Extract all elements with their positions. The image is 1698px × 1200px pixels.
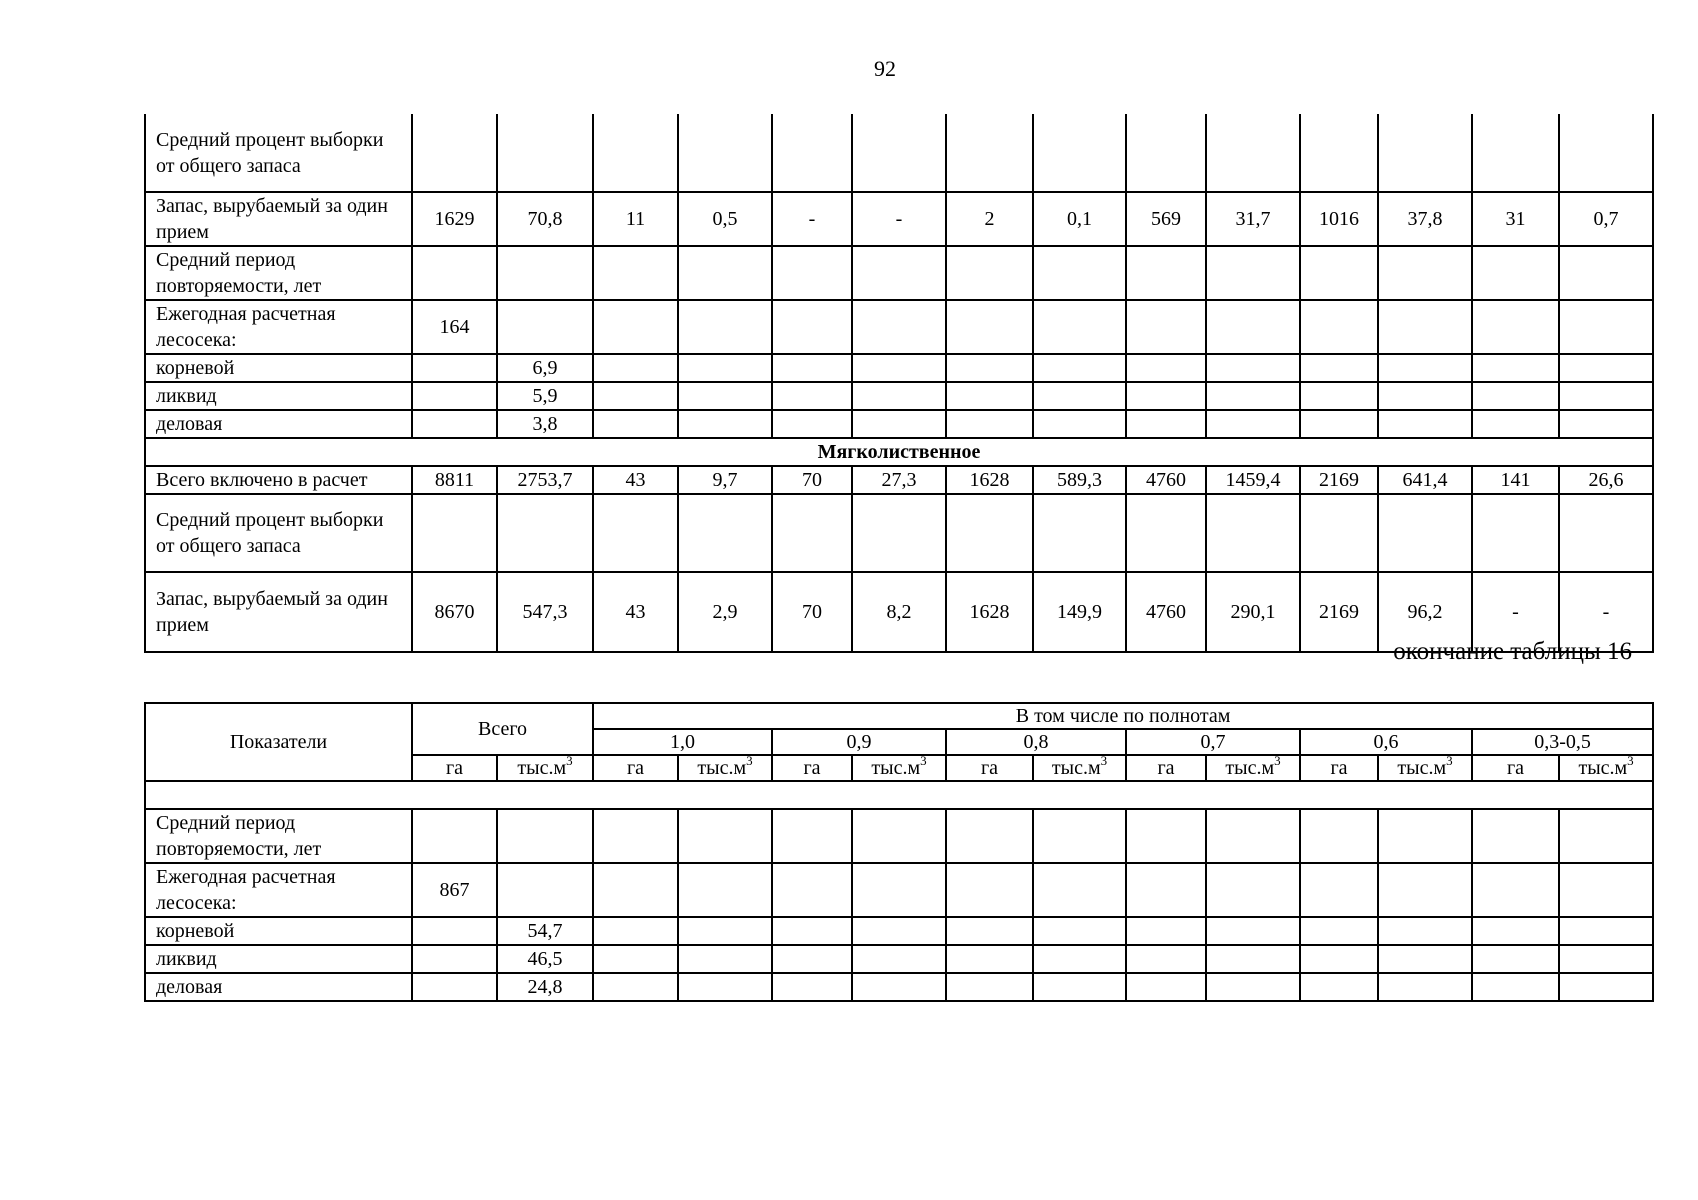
table-cell (678, 973, 772, 1001)
table-cell: 2169 (1300, 466, 1378, 494)
table-cell: 24,8 (497, 973, 593, 1001)
table-row (145, 917, 1653, 945)
table-row (145, 300, 1653, 354)
table-cell (1206, 114, 1300, 192)
table-cell (772, 945, 852, 973)
table-cell (1378, 494, 1472, 572)
table-cell (946, 494, 1033, 572)
blank-row (145, 781, 1653, 809)
row-label: Средний процент выборки от общего запаса (145, 114, 412, 192)
table-cell: 2169 (1300, 572, 1378, 652)
table-cell: 4760 (1126, 466, 1206, 494)
table-cell (1033, 917, 1126, 945)
table-cell (772, 494, 852, 572)
table-cell: 31 (1472, 192, 1559, 246)
table-cell (593, 809, 678, 863)
table-cell (1033, 410, 1126, 438)
table-end (144, 702, 1654, 1002)
unit-volume-exponent: 3 (746, 755, 753, 768)
table-cell (1126, 382, 1206, 410)
unit-volume-text: тыс.м (1051, 757, 1101, 779)
table-cell: 43 (593, 466, 678, 494)
table-cell (852, 809, 946, 863)
table-row (145, 410, 1653, 438)
table-cell: 1459,4 (1206, 466, 1300, 494)
table-cell (1126, 973, 1206, 1001)
table-cell (412, 945, 497, 973)
table-cell (1378, 945, 1472, 973)
table-cell (678, 809, 772, 863)
unit-volume-text: тыс.м (517, 757, 567, 779)
table-cell: 27,3 (852, 466, 946, 494)
row-label: Ежегодная расчетная лесосека: (145, 300, 412, 354)
table-cell (497, 114, 593, 192)
table-cell: 290,1 (1206, 572, 1300, 652)
table-cell (772, 863, 852, 917)
table-cell (1206, 973, 1300, 1001)
row-label: корневой (145, 354, 412, 382)
header-density: 0,9 (772, 729, 946, 755)
table-cell (1472, 917, 1559, 945)
row-label: Ежегодная расчетная лесосека: (145, 863, 412, 917)
table-cell (852, 973, 946, 1001)
table-cell (1559, 410, 1653, 438)
unit-volume-text: тыс.м (871, 757, 921, 779)
table-cell (946, 114, 1033, 192)
table-cell (772, 246, 852, 300)
table-cell (1472, 300, 1559, 354)
row-label: Средний процент выборки от общего запаса (145, 494, 412, 572)
table-cell (1033, 382, 1126, 410)
table-cell (1126, 809, 1206, 863)
row-label: Средний период повторяемости, лет (145, 246, 412, 300)
table-cell: 569 (1126, 192, 1206, 246)
table-row (145, 382, 1653, 410)
unit-volume (1559, 755, 1653, 781)
table-cell: 26,6 (1559, 466, 1653, 494)
table-cell (1300, 917, 1378, 945)
table-cell (593, 354, 678, 382)
table-cell (593, 114, 678, 192)
table-cell (852, 354, 946, 382)
table-cell (1206, 809, 1300, 863)
table-cell: 589,3 (1033, 466, 1126, 494)
unit-volume (1033, 755, 1126, 781)
table-cell (1300, 863, 1378, 917)
table-cell (1126, 494, 1206, 572)
table-cell (852, 300, 946, 354)
table-cell: - (1559, 572, 1653, 652)
table-row (145, 945, 1653, 973)
table-row (145, 863, 1653, 917)
table-row (145, 494, 1653, 572)
table-cell (1472, 246, 1559, 300)
table-cell (946, 354, 1033, 382)
unit-volume (497, 755, 593, 781)
header-density: 0,6 (1300, 729, 1472, 755)
table-cell (772, 809, 852, 863)
table-cell: 4760 (1126, 572, 1206, 652)
table-cell (593, 973, 678, 1001)
table-cell (1033, 354, 1126, 382)
table-cell: 164 (412, 300, 497, 354)
table-cell (412, 973, 497, 1001)
table-cell: 149,9 (1033, 572, 1126, 652)
table-cell (1378, 410, 1472, 438)
header-row-1 (145, 703, 1653, 729)
table-row (145, 114, 1653, 192)
table-cell: 0,7 (1559, 192, 1653, 246)
header-density: 0,3-0,5 (1472, 729, 1653, 755)
table-row (145, 246, 1653, 300)
table-cell (593, 246, 678, 300)
table-cell (852, 382, 946, 410)
unit-ha: га (772, 755, 852, 781)
unit-volume-text: тыс.м (1225, 757, 1275, 779)
table-cell (1472, 809, 1559, 863)
table-cell (1378, 382, 1472, 410)
table-cell (1559, 917, 1653, 945)
table-cell (1206, 300, 1300, 354)
table-cell (946, 945, 1033, 973)
table-cell (1206, 863, 1300, 917)
unit-volume-exponent: 3 (1274, 755, 1281, 768)
table-cell (1033, 945, 1126, 973)
unit-ha: га (946, 755, 1033, 781)
table-cell (946, 973, 1033, 1001)
table-cell (593, 945, 678, 973)
table-cell (678, 114, 772, 192)
table-cell (1300, 114, 1378, 192)
unit-volume (852, 755, 946, 781)
table-cell (1033, 300, 1126, 354)
table-caption: окончание таблицы 16 (1393, 638, 1632, 665)
table-cell (772, 300, 852, 354)
row-label: Запас, вырубаемый за один прием (145, 572, 412, 652)
row-label: деловая (145, 410, 412, 438)
table-cell (412, 382, 497, 410)
table-cell (1300, 382, 1378, 410)
table-cell (1378, 809, 1472, 863)
table-cell (1206, 917, 1300, 945)
table-cell (1126, 917, 1206, 945)
table-cell (593, 494, 678, 572)
table-cell (1378, 246, 1472, 300)
table-cell (1472, 945, 1559, 973)
table-cell (497, 863, 593, 917)
table-cell (1033, 246, 1126, 300)
table-cell (1472, 114, 1559, 192)
table-cell: 0,5 (678, 192, 772, 246)
table-cell (772, 917, 852, 945)
table-cell (1559, 494, 1653, 572)
table-cell (1300, 300, 1378, 354)
page-number: 92 (874, 56, 896, 81)
table-cell (678, 863, 772, 917)
unit-volume (1378, 755, 1472, 781)
table-cell: 37,8 (1378, 192, 1472, 246)
table-cell (593, 917, 678, 945)
table-cell (1033, 494, 1126, 572)
table-cell (1126, 945, 1206, 973)
table-cell (678, 494, 772, 572)
table-row (145, 354, 1653, 382)
unit-ha: га (1126, 755, 1206, 781)
table-end-body (145, 809, 1653, 1001)
unit-volume-exponent: 3 (1446, 755, 1453, 768)
table-cell (1559, 973, 1653, 1001)
table-cell (772, 114, 852, 192)
table-cell (852, 917, 946, 945)
table-cell (1126, 863, 1206, 917)
table-top-section-body (145, 466, 1653, 652)
table-cell: - (772, 192, 852, 246)
table-cell (1378, 917, 1472, 945)
table-cell (1033, 973, 1126, 1001)
table-cell (1472, 354, 1559, 382)
table-cell: 70 (772, 572, 852, 652)
table-cell: 43 (593, 572, 678, 652)
table-cell (1300, 945, 1378, 973)
unit-volume-exponent: 3 (566, 755, 573, 768)
table-cell (852, 494, 946, 572)
table-cell: 641,4 (1378, 466, 1472, 494)
unit-volume (678, 755, 772, 781)
table-cell (1126, 410, 1206, 438)
unit-volume-text: тыс.м (1397, 757, 1447, 779)
table-cell: - (1472, 572, 1559, 652)
table-cell: 141 (1472, 466, 1559, 494)
header-density: 1,0 (593, 729, 772, 755)
table-cell (946, 246, 1033, 300)
header-density: 0,8 (946, 729, 1126, 755)
table-row (145, 809, 1653, 863)
table-cell (946, 382, 1033, 410)
header-total: Всего (412, 703, 593, 755)
table-cell (678, 410, 772, 438)
table-cell (1559, 300, 1653, 354)
table-cell: 2,9 (678, 572, 772, 652)
row-label: Средний период повторяемости, лет (145, 809, 412, 863)
unit-volume-text: тыс.м (697, 757, 747, 779)
table-cell (1559, 809, 1653, 863)
table-cell (772, 354, 852, 382)
table-cell: 3,8 (497, 410, 593, 438)
table-cell (852, 863, 946, 917)
table-cell: 2 (946, 192, 1033, 246)
table-cell (1126, 300, 1206, 354)
table-cell (852, 945, 946, 973)
table-cell (1472, 863, 1559, 917)
table-cell (1559, 863, 1653, 917)
table-cell (1300, 410, 1378, 438)
table-cell (497, 494, 593, 572)
table-cell (852, 246, 946, 300)
table-cell (1206, 382, 1300, 410)
table-cell (412, 917, 497, 945)
table-cell (678, 354, 772, 382)
table-cell (1378, 973, 1472, 1001)
table-cell (1378, 300, 1472, 354)
table-cell (1206, 410, 1300, 438)
section-row (145, 438, 1653, 466)
table-cell (1559, 945, 1653, 973)
table-cell (1033, 809, 1126, 863)
table-cell: 547,3 (497, 572, 593, 652)
table-cell (946, 863, 1033, 917)
table-cell: 1628 (946, 466, 1033, 494)
table-cell (412, 246, 497, 300)
table-cell (1472, 410, 1559, 438)
row-label: деловая (145, 973, 412, 1001)
table-cell (852, 114, 946, 192)
unit-volume-exponent: 3 (920, 755, 927, 768)
table-cell (772, 410, 852, 438)
unit-ha: га (1300, 755, 1378, 781)
table-cell (593, 863, 678, 917)
table-cell (412, 809, 497, 863)
table-cell (1472, 494, 1559, 572)
table-cell (1126, 354, 1206, 382)
table-cell (946, 917, 1033, 945)
table-cell: - (852, 192, 946, 246)
table-cell (1206, 494, 1300, 572)
table-cell (1559, 114, 1653, 192)
table-cell: 1628 (946, 572, 1033, 652)
row-label: Всего включено в расчет (145, 466, 412, 494)
table-cell: 46,5 (497, 945, 593, 973)
table-cell: 11 (593, 192, 678, 246)
header-density: 0,7 (1126, 729, 1300, 755)
table-cell (1300, 973, 1378, 1001)
table-cell (772, 973, 852, 1001)
unit-ha: га (412, 755, 497, 781)
table-cell: 1016 (1300, 192, 1378, 246)
table-cell (772, 382, 852, 410)
table-cell: 0,1 (1033, 192, 1126, 246)
table-cell (1206, 945, 1300, 973)
table-cell (678, 945, 772, 973)
table-cell (1472, 973, 1559, 1001)
table-row (145, 973, 1653, 1001)
header-by-density: В том числе по полнотам (593, 703, 1653, 729)
unit-ha: га (1472, 755, 1559, 781)
table-cell (678, 300, 772, 354)
table-cell (946, 300, 1033, 354)
table-cell: 867 (412, 863, 497, 917)
table-cell (593, 410, 678, 438)
unit-volume-exponent: 3 (1627, 755, 1634, 768)
table-cell (412, 410, 497, 438)
table-cell: 31,7 (1206, 192, 1300, 246)
table-cell (678, 246, 772, 300)
unit-volume (1206, 755, 1300, 781)
table-cell (1206, 354, 1300, 382)
table-cell: 5,9 (497, 382, 593, 410)
table-cell (1378, 114, 1472, 192)
table-cell (1033, 114, 1126, 192)
table-cell (497, 809, 593, 863)
table-cell: 2753,7 (497, 466, 593, 494)
table-cell (593, 382, 678, 410)
table-cell (497, 246, 593, 300)
table-cell: 96,2 (1378, 572, 1472, 652)
table-cell (1206, 246, 1300, 300)
table-cell: 1629 (412, 192, 497, 246)
table-cell (412, 354, 497, 382)
table-cell (1378, 863, 1472, 917)
table-cell: 8,2 (852, 572, 946, 652)
unit-volume-exponent: 3 (1100, 755, 1108, 768)
row-label: ликвид (145, 945, 412, 973)
table-cell (1378, 354, 1472, 382)
table-cell (1559, 246, 1653, 300)
table-cell: 54,7 (497, 917, 593, 945)
table-cell (678, 917, 772, 945)
table-cell (497, 300, 593, 354)
header-indicators: Показатели (145, 703, 412, 781)
row-label: Запас, вырубаемый за один прием (145, 192, 412, 246)
table-cell (1300, 246, 1378, 300)
row-label: корневой (145, 917, 412, 945)
table-cell (593, 300, 678, 354)
table-cell (412, 494, 497, 572)
table-cell (1033, 863, 1126, 917)
table-cell (946, 410, 1033, 438)
table-row (145, 466, 1653, 494)
table-cell: 70,8 (497, 192, 593, 246)
table-cell: 6,9 (497, 354, 593, 382)
row-label: ликвид (145, 382, 412, 410)
table-row (145, 192, 1653, 246)
table-cell (412, 114, 497, 192)
table-top-body (145, 114, 1653, 438)
table-cell: 70 (772, 466, 852, 494)
table-cell: 8670 (412, 572, 497, 652)
table-cell (1559, 354, 1653, 382)
table-cell (678, 382, 772, 410)
unit-volume-text: тыс.м (1578, 757, 1628, 779)
table-cell (1472, 382, 1559, 410)
section-title: Мягколиственное (145, 438, 1653, 466)
unit-ha: га (593, 755, 678, 781)
table-cell: 9,7 (678, 466, 772, 494)
table-cell (1126, 246, 1206, 300)
table-cell (1300, 809, 1378, 863)
table-cell (1559, 382, 1653, 410)
table-continuation (144, 114, 1654, 653)
table-cell (1126, 114, 1206, 192)
table-cell (1300, 354, 1378, 382)
table-cell (852, 410, 946, 438)
table-cell (1300, 494, 1378, 572)
table-cell: 8811 (412, 466, 497, 494)
table-cell (946, 809, 1033, 863)
